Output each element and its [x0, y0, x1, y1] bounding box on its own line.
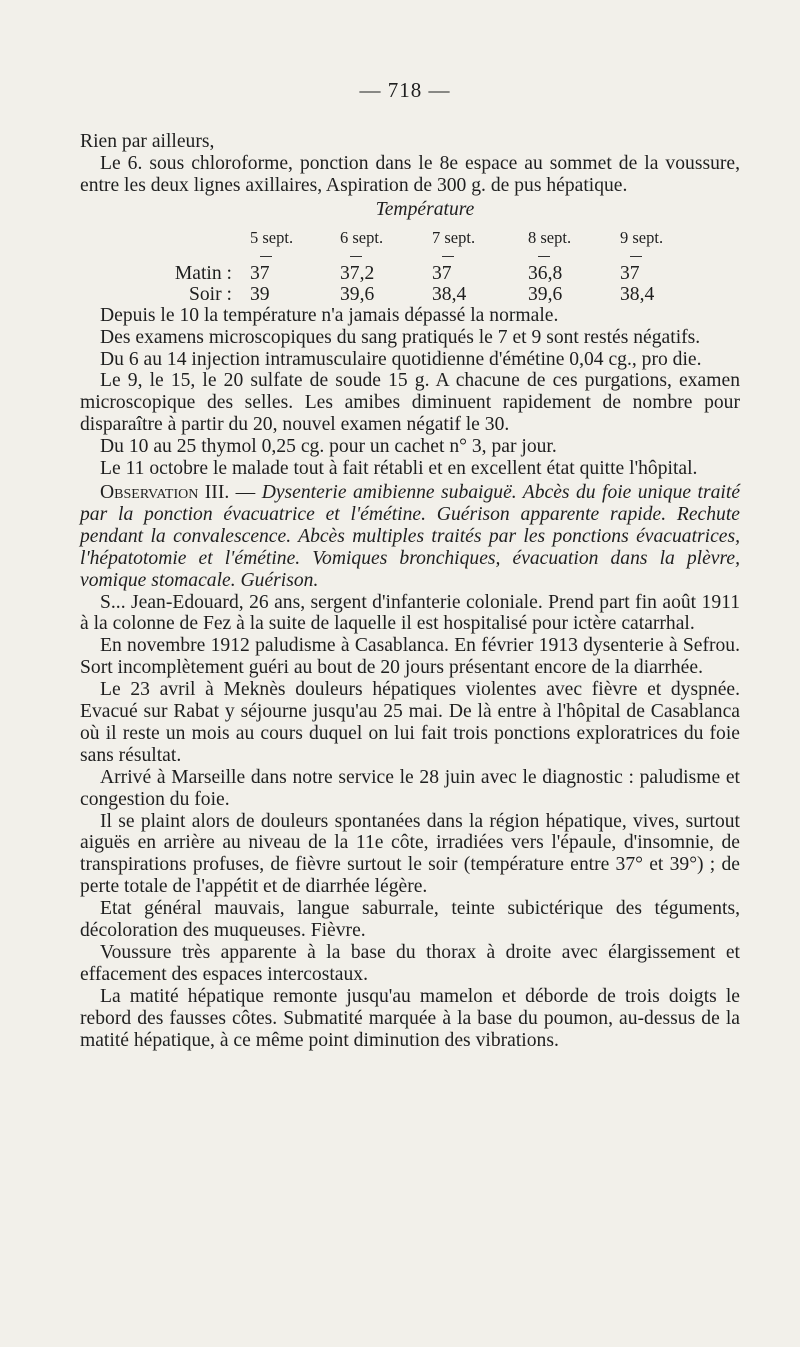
observation-title: Dysenterie amibienne subaiguë. Abcès du foie unique traité par la ponction évacuatrice et l'émétine. Guérison apparente rapide. Rechute pendant la convalescence. Abcès multiples traités par les ponctions évacuatrices, l'hépatotomie et l'émétine. Vomiques bronchiques, évacuation dans la plèvre, vomique stomacale. Guérison.	[80, 481, 741, 591]
temperature-dates-row	[140, 227, 710, 249]
paragraph: Rien par ailleurs,	[80, 131, 215, 152]
temperature-heading: Température	[375, 198, 475, 220]
paragraph: Depuis le 10 la température n'a jamais dépassé la normale.	[100, 304, 559, 326]
temperature-value: 37	[432, 262, 452, 284]
observation-label: Observation III.	[100, 481, 230, 503]
paragraph: Le 6. sous chloroforme, ponction dans le 8e espace au sommet de la voussure, entre les deux lignes axillaires, Aspiration de 300 g. de pus hépatique.	[80, 152, 740, 196]
temperature-value: 38,4	[620, 283, 655, 305]
date-header: 8 sept.	[528, 227, 572, 247]
dash-mark	[538, 256, 550, 257]
date-header: 7 sept.	[432, 227, 476, 247]
dash-row	[140, 249, 710, 263]
paragraph: S... Jean-Edouard, 26 ans, sergent d'infanterie coloniale. Prend part fin août 1911 à la colonne de Fez à la suite de laquelle il est hospitalisé pour ictère catarrhal.	[80, 591, 740, 635]
temperature-value: 37	[250, 262, 270, 284]
row-label: Matin :	[174, 262, 232, 284]
dash-mark	[260, 256, 272, 257]
temperature-value: 39,6	[528, 283, 563, 305]
paragraph: Etat général mauvais, langue saburrale, teinte subictérique des téguments, décoloration des muqueuses. Fièvre.	[80, 898, 740, 942]
temperature-value: 37	[620, 262, 640, 284]
paragraph: En novembre 1912 paludisme à Casablanca. En février 1913 dysenterie à Sefrou. Sort incomplètement guéri au bout de 20 jours présentant encore de la diarrhée.	[80, 635, 740, 679]
dash-mark	[630, 256, 642, 257]
paragraph: Arrivé à Marseille dans notre service le 28 juin avec le diagnostic : paludisme et congestion du foie.	[80, 766, 740, 810]
observation-dash: —	[229, 481, 262, 503]
paragraph: Du 6 au 14 injection intramusculaire quotidienne d'émétine 0,04 cg., pro die.	[100, 348, 702, 370]
paragraph: Le 23 avril à Meknès douleurs hépatiques violentes avec fièvre et dyspnée. Evacué sur Rabat y séjourne jusqu'au 25 mai. De là entre à l'hôpital de Casablanca où il reste un mois au cours duquel on lui fait trois ponctions exploratrices du foie sans résultat.	[80, 679, 740, 766]
paragraph: La matité hépatique remonte jusqu'au mamelon et déborde de trois doigts le rebord des fausses côtes. Submatité marquée à la base du poumon, au-dessus de la matité hépatique, à ce même point diminution des vibrations.	[80, 985, 740, 1051]
paragraph: Le 11 octobre le malade tout à fait rétabli et en excellent état quitte l'hôpital.	[100, 458, 698, 480]
paragraph: Il se plaint alors de douleurs spontanées dans la région hépatique, vives, surtout aiguës en arrière au niveau de la 11e côte, irradiées vers l'épaule, d'insomnie, de transpirations profuses, de fièvre surtout le soir (température entre 37° et 39°) ; de perte totale de l'appétit et de diarrhée légère.	[80, 810, 740, 898]
row-label: Soir :	[188, 283, 232, 305]
page-number: — 718 —	[359, 78, 451, 102]
date-header: 6 sept.	[340, 227, 384, 247]
paragraph: Le 9, le 15, le 20 sulfate de soude 15 g. A chacune de ces purgations, examen microscopique des selles. Les amibes diminuent rapidement de nombre pour disparaître à partir du 20, nouvel examen négatif le 30.	[80, 370, 740, 436]
paragraph: Des examens microscopiques du sang pratiqués le 7 et 9 sont restés négatifs.	[100, 326, 701, 348]
temperature-table	[140, 227, 710, 305]
temperature-value: 36,8	[528, 262, 563, 284]
dash-mark	[442, 256, 454, 257]
temperature-value: 38,4	[432, 283, 467, 305]
paragraph: Voussure très apparente à la base du thorax à droite avec élargissement et effacement des espaces intercostaux.	[80, 942, 740, 985]
paragraph: Du 10 au 25 thymol 0,25 cg. pour un cachet n° 3, par jour.	[100, 436, 557, 458]
observation-heading	[80, 482, 740, 592]
temperature-value: 39	[250, 283, 270, 305]
temperature-value: 39,6	[340, 283, 375, 305]
temperature-value: 37,2	[340, 262, 375, 284]
date-header: 5 sept.	[250, 227, 294, 247]
temperature-row-morning	[140, 263, 710, 284]
dash-mark	[350, 256, 362, 257]
temperature-row-evening	[140, 284, 710, 305]
date-header: 9 sept.	[620, 227, 664, 247]
